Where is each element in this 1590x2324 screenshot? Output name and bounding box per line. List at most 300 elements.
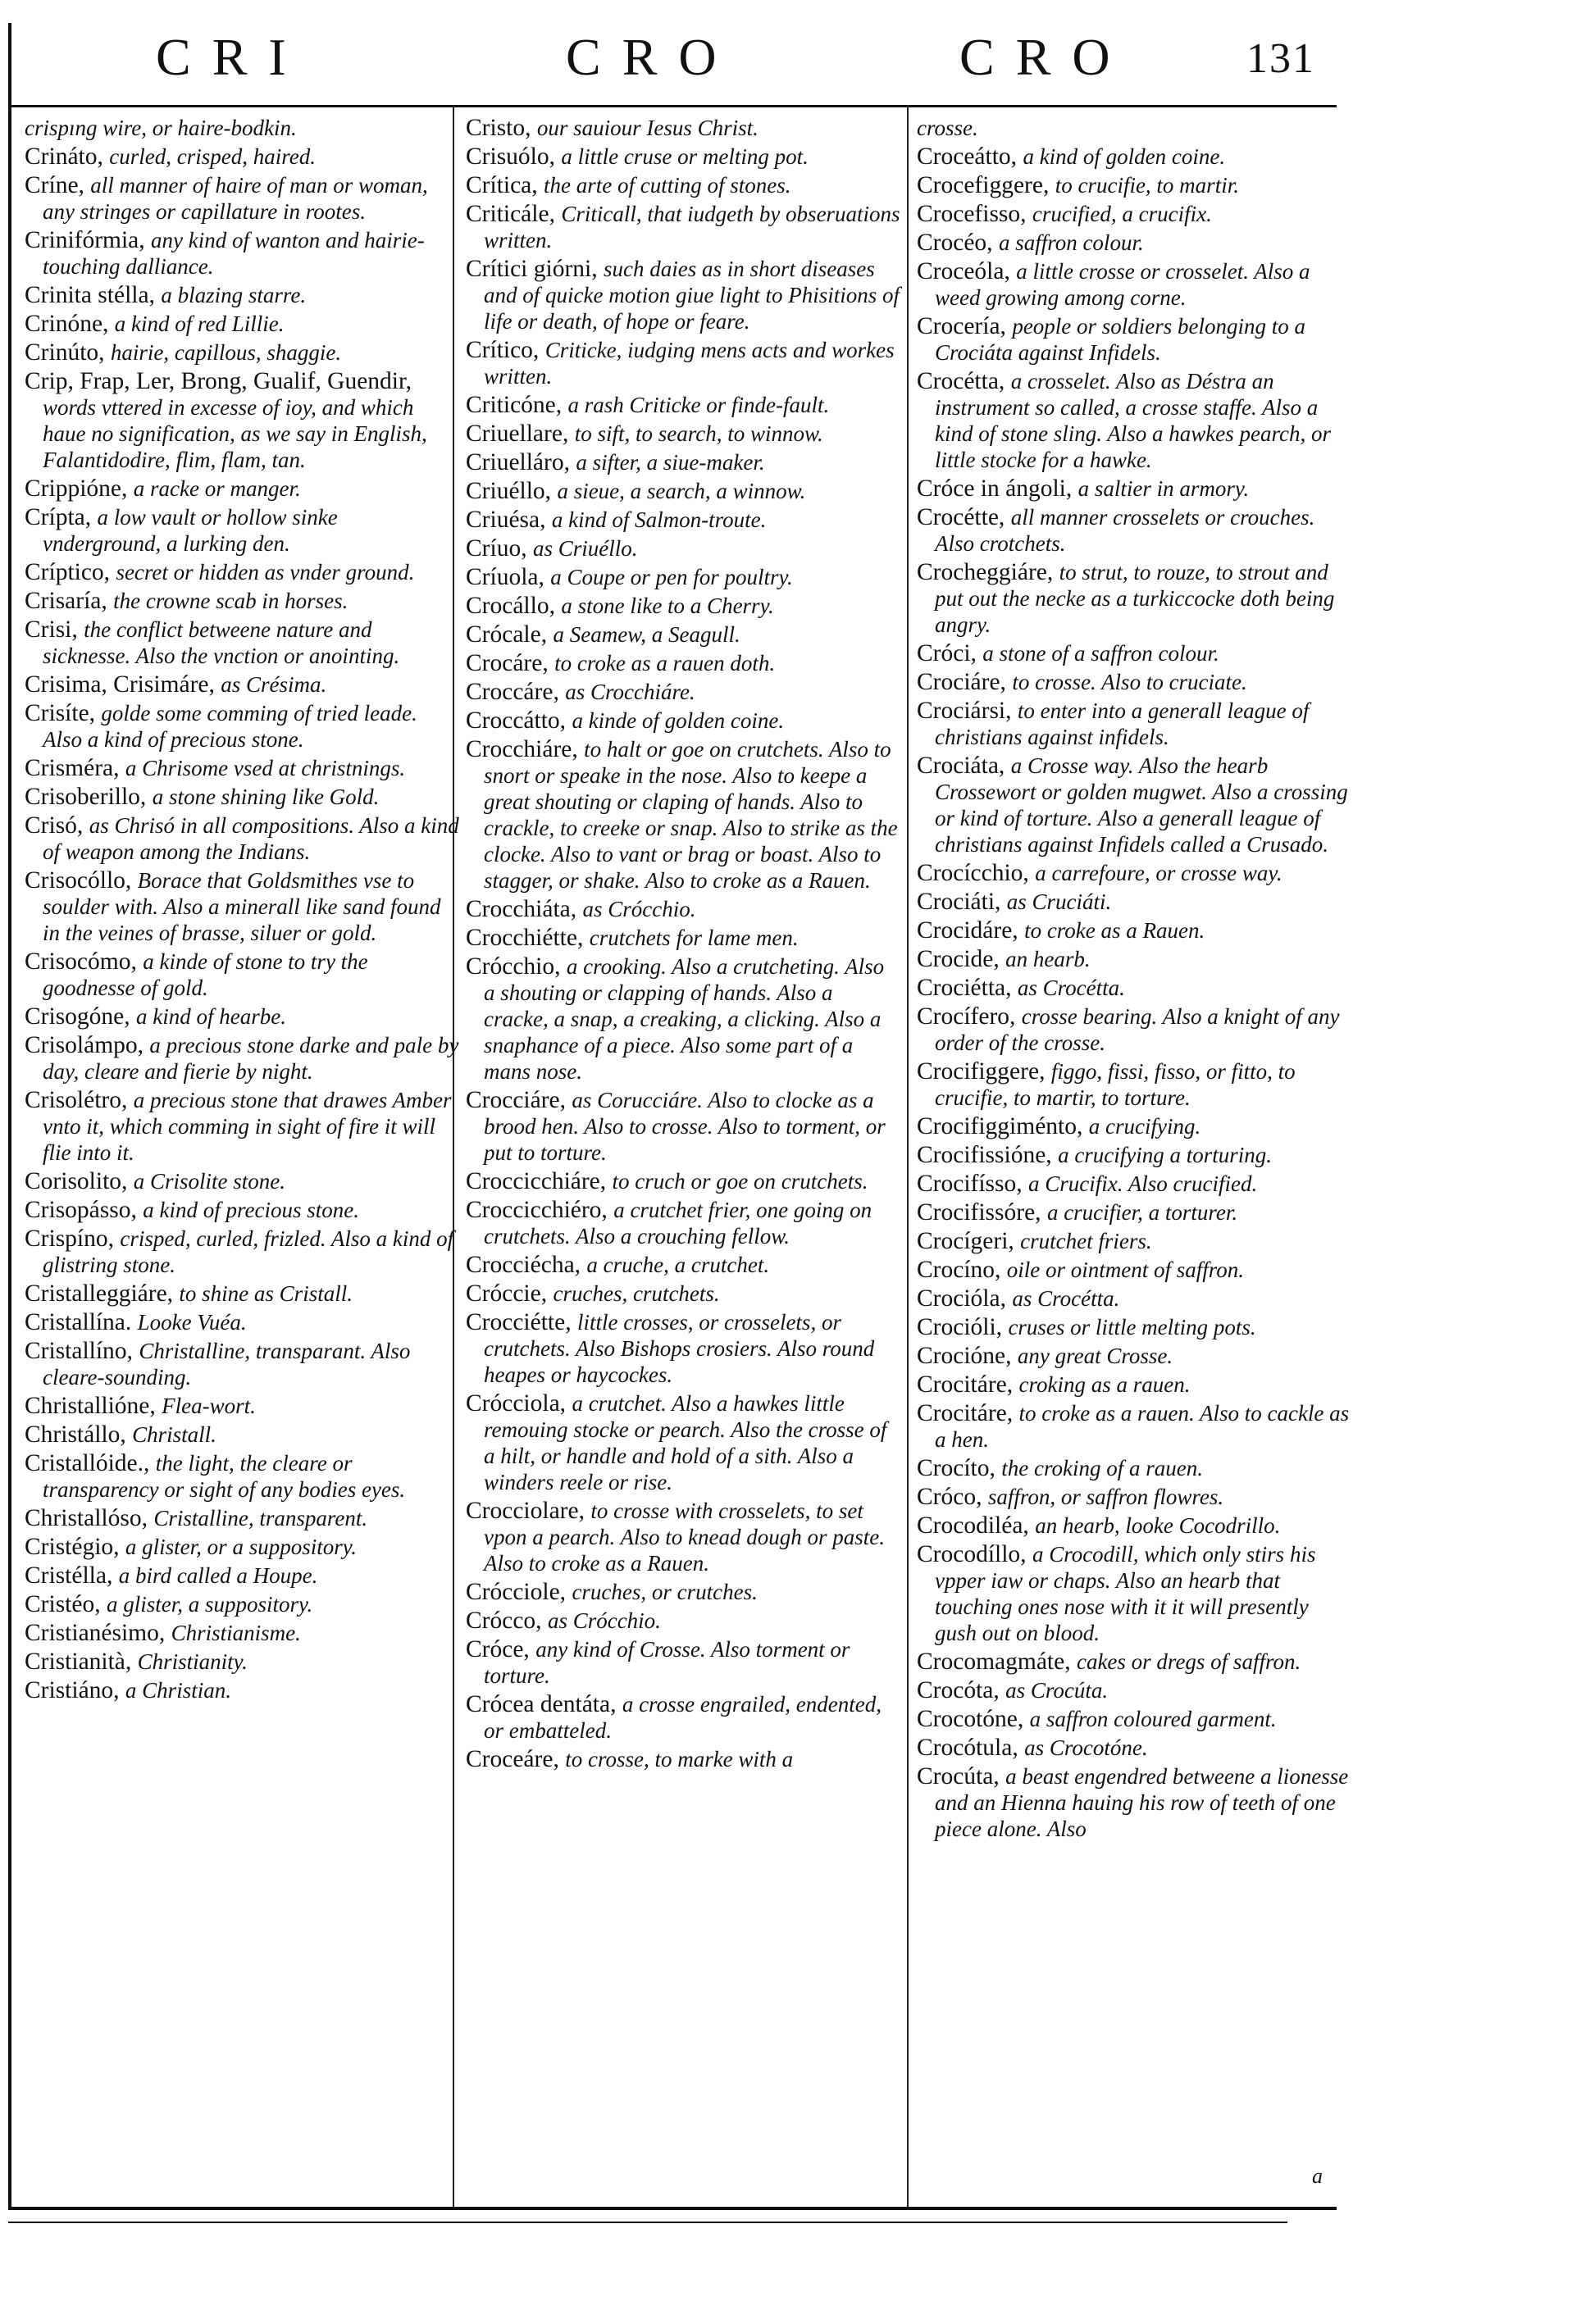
entry-headword: Crocitáre, bbox=[917, 1371, 1014, 1398]
entry-headword: Christállo, bbox=[25, 1421, 126, 1448]
dictionary-entry bbox=[917, 975, 1351, 1001]
entry-headword: Crisó, bbox=[25, 812, 84, 839]
entry-definition: a low vault or hollow sinke vnderground, a lurking den. bbox=[43, 505, 338, 556]
dictionary-entry bbox=[466, 707, 900, 734]
dictionary-entry bbox=[466, 1197, 900, 1249]
entry-definition: to shine as Cristall. bbox=[179, 1281, 353, 1306]
dictionary-entry bbox=[466, 1579, 900, 1605]
entry-headword: Crippióne, bbox=[25, 475, 128, 502]
dictionary-entry bbox=[917, 1113, 1351, 1139]
dictionary-entry bbox=[25, 1505, 459, 1531]
left-border-rule bbox=[8, 23, 11, 2210]
dictionary-entry bbox=[917, 475, 1351, 502]
entry-headword: Crisocómo, bbox=[25, 948, 137, 975]
dictionary-entry bbox=[25, 1393, 459, 1419]
dictionary-entry bbox=[25, 339, 459, 366]
entry-definition: crutchet friers. bbox=[1020, 1229, 1152, 1253]
entry-definition: to croke as a rauen doth. bbox=[554, 651, 776, 675]
dictionary-entry bbox=[466, 337, 900, 389]
dictionary-entry bbox=[917, 1649, 1351, 1675]
entry-definition: as Corucciáre. Also to clocke as a brood hen. Also to crosse. Also to torment, or put to torture. bbox=[484, 1088, 886, 1165]
dictionary-entry bbox=[25, 559, 459, 585]
entry-headword: Crocícchio, bbox=[917, 860, 1029, 886]
entry-headword: Crocótula, bbox=[917, 1735, 1018, 1761]
entry-definition: golde some comming of tried leade. Also a kind of precious stone. bbox=[43, 701, 417, 752]
entry-headword: Críuola, bbox=[466, 564, 544, 590]
entry-headword: Crocidáre, bbox=[917, 917, 1018, 944]
entry-headword: Crocefisso, bbox=[917, 201, 1027, 227]
entry-definition: a crucifying a torturing. bbox=[1058, 1143, 1273, 1167]
entry-headword: Crocchiétte, bbox=[466, 925, 584, 951]
entry-headword: Crocería, bbox=[917, 313, 1006, 339]
dictionary-entry bbox=[466, 593, 900, 619]
entry-headword: Crisuólo, bbox=[466, 143, 555, 170]
entry-definition: a bird called a Houpe. bbox=[118, 1563, 318, 1588]
dictionary-entry bbox=[917, 230, 1351, 256]
entry-headword: Crinúto, bbox=[25, 339, 105, 366]
entry-headword: Criuelláro, bbox=[466, 449, 570, 475]
dictionary-entry bbox=[466, 679, 900, 705]
entry-definition: Cristalline, transparent. bbox=[153, 1506, 368, 1530]
entry-definition: our sauiour Iesus Christ. bbox=[536, 116, 759, 140]
dictionary-entry bbox=[25, 700, 459, 753]
entry-definition: as Crócchio. bbox=[582, 897, 696, 921]
entry-headword: Crocciáre, bbox=[466, 1087, 567, 1113]
dictionary-entry bbox=[466, 201, 900, 253]
entry-headword: Crociársi, bbox=[917, 698, 1012, 724]
entry-definition: Christalline, transparant. Also cleare-sounding. bbox=[43, 1339, 411, 1389]
entry-definition: cruches, or crutches. bbox=[572, 1580, 758, 1604]
entry-definition: a beast engendred betweene a lionesse and an Hienna hauing his row of teeth of one piece alone. Also bbox=[935, 1764, 1349, 1841]
column-1 bbox=[25, 115, 459, 1706]
dictionary-entry bbox=[25, 588, 459, 614]
entry-headword: Criuésa, bbox=[466, 507, 546, 533]
dictionary-entry bbox=[25, 1534, 459, 1560]
entry-definition: a crosse engrailed, endented, or embatteled. bbox=[484, 1692, 882, 1743]
entry-headword: Cristallíno, bbox=[25, 1338, 133, 1364]
entry-definition: a racke or manger. bbox=[133, 476, 301, 501]
entry-definition: as Crocotóne. bbox=[1024, 1735, 1148, 1760]
entry-headword: Críuo, bbox=[466, 535, 527, 562]
dictionary-entry bbox=[25, 1197, 459, 1223]
entry-definition: to crosse. Also to cruciate. bbox=[1012, 670, 1247, 694]
dictionary-entry bbox=[25, 671, 459, 698]
entry-headword: Crócale, bbox=[466, 621, 548, 648]
dictionary-entry bbox=[25, 1003, 459, 1030]
entry-definition: a precious stone that drawes Amber vnto it, which comming in sight of fire it will flie into it. bbox=[43, 1088, 452, 1165]
dictionary-entry bbox=[917, 860, 1351, 886]
dictionary-entry bbox=[25, 948, 459, 1001]
entry-definition: cakes or dregs of saffron. bbox=[1076, 1649, 1301, 1674]
entry-definition: crucified, a crucifix. bbox=[1032, 202, 1212, 226]
entry-definition: a glister, a suppository. bbox=[106, 1592, 313, 1617]
entry-headword: Crocitáre, bbox=[917, 1400, 1014, 1426]
footer-rule-thick bbox=[8, 2207, 1337, 2210]
entry-definition: any great Crosse. bbox=[1017, 1344, 1173, 1368]
dictionary-entry bbox=[25, 227, 459, 280]
entry-definition: an hearb, looke Cocodrillo. bbox=[1035, 1513, 1281, 1538]
entry-definition: Flea-wort. bbox=[162, 1394, 256, 1418]
entry-headword: Cristélla, bbox=[25, 1562, 113, 1589]
entry-definition: as Crésima. bbox=[221, 672, 327, 697]
entry-headword: Crócciole, bbox=[466, 1579, 567, 1605]
dictionary-entry bbox=[466, 650, 900, 676]
entry-headword: Cristalleggiáre, bbox=[25, 1280, 174, 1307]
entry-definition: crispıng wire, or haire-bodkin. bbox=[25, 116, 297, 140]
entry-definition: a crosselet. Also as Déstra an instrument so called, a crosse staffe. Also a kind of stone sling. Also a hawkes pearch, or little stocke for a hawke. bbox=[935, 369, 1331, 472]
entry-headword: Christallóso, bbox=[25, 1505, 148, 1531]
entry-definition: a kind of precious stone. bbox=[143, 1198, 359, 1222]
entry-definition: little crosses, or crosselets, or crutchets. Also Bishops crosiers. Also round heapes or haycockes. bbox=[484, 1310, 875, 1387]
entry-headword: Crip, Frap, Ler, Brong, Gualif, Guendir, bbox=[25, 368, 412, 394]
entry-headword: Crocodíllo, bbox=[917, 1541, 1027, 1567]
entry-definition: a kind of Salmon-troute. bbox=[551, 507, 767, 532]
entry-definition: a blazing starre. bbox=[161, 283, 307, 307]
dictionary-entry bbox=[466, 925, 900, 951]
entry-definition: a sifter, a siue-maker. bbox=[576, 450, 765, 475]
dictionary-entry bbox=[917, 1677, 1351, 1703]
entry-headword: Corisolito, bbox=[25, 1168, 128, 1194]
dictionary-entry bbox=[466, 953, 900, 1085]
dictionary-entry bbox=[466, 1252, 900, 1278]
entry-headword: Crocióli, bbox=[917, 1314, 1003, 1340]
entry-definition: to crucifie, to martir. bbox=[1055, 173, 1239, 198]
entry-definition: the crowne scab in horses. bbox=[113, 589, 349, 613]
entry-headword: Crisima, Crisimáre, bbox=[25, 671, 215, 698]
dictionary-entry bbox=[466, 1746, 900, 1772]
entry-definition: such daies as in short diseases and of quicke motion giue light to Phisitions of life or death, of hope or feare. bbox=[484, 257, 900, 334]
entry-headword: Crocióla, bbox=[917, 1285, 1006, 1312]
dictionary-entry bbox=[25, 282, 459, 308]
entry-headword: Crócciola, bbox=[466, 1390, 567, 1417]
entry-headword: Croccicchiáre, bbox=[466, 1168, 607, 1194]
entry-definition: as Crócchio. bbox=[547, 1608, 661, 1633]
dictionary-entry bbox=[917, 1512, 1351, 1539]
entry-headword: Croccáre, bbox=[466, 679, 559, 705]
entry-definition: as Crocchiáre. bbox=[565, 680, 695, 704]
entry-headword: Cróccie, bbox=[466, 1280, 548, 1307]
dictionary-entry bbox=[917, 1343, 1351, 1369]
dictionary-entry bbox=[25, 616, 459, 669]
entry-definition: to crosse with crosselets, to set vpon a pearch. Also to knead dough or paste. Also to croke as a Rauen. bbox=[484, 1499, 885, 1576]
dictionary-entry bbox=[466, 507, 900, 533]
entry-headword: Crocciétte, bbox=[466, 1309, 572, 1335]
entry-headword: Cristallóide., bbox=[25, 1450, 150, 1476]
entry-definition: a little crosse or crosselet. Also a weed growing among corne. bbox=[935, 259, 1310, 310]
entry-definition: a saffron colour. bbox=[998, 230, 1144, 255]
column-3 bbox=[917, 115, 1351, 1844]
entry-headword: Crocétta, bbox=[917, 368, 1005, 394]
entry-headword: Criuellare, bbox=[466, 421, 569, 447]
entry-headword: Criuéllo, bbox=[466, 478, 552, 504]
header-right-guideword: CRO bbox=[959, 28, 1132, 86]
entry-headword: Crocotóne, bbox=[917, 1706, 1024, 1732]
entry-headword: Crocíno, bbox=[917, 1257, 1001, 1283]
entry-definition: a Coupe or pen for poultry. bbox=[550, 565, 793, 589]
dictionary-entry bbox=[466, 1280, 900, 1307]
dictionary-entry bbox=[917, 1735, 1351, 1761]
entry-definition: cruches, crutchets. bbox=[553, 1281, 720, 1306]
dictionary-entry bbox=[25, 1168, 459, 1194]
entry-definition: as Crocétta. bbox=[1017, 976, 1125, 1000]
dictionary-entry bbox=[466, 535, 900, 562]
entry-definition: Criticke, iudging mens acts and workes written. bbox=[484, 338, 895, 389]
entry-headword: Crócco, bbox=[466, 1608, 542, 1634]
entry-headword: Crisopásso, bbox=[25, 1197, 137, 1223]
entry-definition: a precious stone darke and pale by day, cleare and fierie by night. bbox=[43, 1033, 459, 1084]
entry-definition: as Crocúta. bbox=[1005, 1678, 1109, 1703]
dictionary-entry bbox=[917, 1455, 1351, 1481]
dictionary-entry bbox=[25, 1421, 459, 1448]
entry-definition: a Crucifix. Also crucified. bbox=[1028, 1171, 1258, 1196]
entry-headword: Crocáre, bbox=[466, 650, 549, 676]
entry-definition: the croking of a rauen. bbox=[1001, 1456, 1203, 1480]
entry-headword: Crinóne, bbox=[25, 311, 109, 337]
dictionary-entry bbox=[25, 1032, 459, 1085]
entry-headword: Crisogóne, bbox=[25, 1003, 130, 1030]
entry-definition: a Christian. bbox=[125, 1678, 231, 1703]
entry-definition: an hearb. bbox=[1005, 947, 1091, 971]
entry-definition: a Crosse way. Also the hearb Crossewort or golden mugwet. Also a crossing or kind of torture. Also a generall league of christians against Infidels called a Crusado. bbox=[935, 753, 1348, 857]
entry-headword: Cristo, bbox=[466, 115, 531, 141]
entry-headword: Cristianésimo, bbox=[25, 1620, 166, 1646]
dictionary-entry bbox=[25, 115, 459, 141]
dictionary-entry bbox=[25, 812, 459, 865]
entry-headword: Crocomagmáte, bbox=[917, 1649, 1071, 1675]
entry-headword: Crociáre, bbox=[917, 669, 1006, 695]
entry-definition: a cruche, a crutchet. bbox=[586, 1253, 770, 1277]
dictionary-entry bbox=[917, 1003, 1351, 1056]
entry-definition: a kinde of golden coine. bbox=[572, 708, 785, 733]
dictionary-entry bbox=[466, 564, 900, 590]
dictionary-entry bbox=[25, 368, 459, 473]
entry-headword: Crinifórmia, bbox=[25, 227, 145, 253]
entry-headword: Criticóne, bbox=[466, 392, 563, 418]
entry-headword: Crociétta, bbox=[917, 975, 1012, 1001]
dictionary-entry bbox=[917, 1706, 1351, 1732]
dictionary-entry bbox=[917, 1371, 1351, 1398]
entry-definition: cruses or little melting pots. bbox=[1008, 1315, 1256, 1339]
dictionary-entry bbox=[25, 1280, 459, 1307]
entry-headword: Crisolétro, bbox=[25, 1087, 128, 1113]
entry-definition: crisped, curled, frizled. Also a kind of glistring stone. bbox=[43, 1226, 454, 1277]
entry-definition: a kind of golden coine. bbox=[1023, 144, 1226, 169]
entry-definition: Christall. bbox=[132, 1422, 216, 1447]
entry-headword: Crócchio, bbox=[466, 953, 561, 980]
entry-definition: as Chrisó in all compositions. Also a kind of weapon among the Indians. bbox=[43, 813, 459, 864]
entry-headword: Crisocóllo, bbox=[25, 867, 132, 894]
entry-definition: a Chrisome vsed at christnings. bbox=[125, 756, 406, 780]
dictionary-entry bbox=[466, 115, 900, 141]
entry-definition: to halt or goe on crutchets. Also to snort or speake in the nose. Also to keepe a great shouting or claping of hands. Also to crackle, to creeke or snap. Also to strike as the clocke. Also to vant or brag or boast. Also to stagger, or shake. Also to croke as a Rauen. bbox=[484, 737, 898, 893]
dictionary-entry bbox=[917, 559, 1351, 638]
entry-headword: Crítici giórni, bbox=[466, 256, 598, 282]
dictionary-entry bbox=[25, 504, 459, 557]
entry-definition: a stone shining like Gold. bbox=[152, 785, 380, 809]
entry-headword: Croccicchiéro, bbox=[466, 1197, 608, 1223]
dictionary-entry bbox=[25, 755, 459, 781]
dictionary-entry bbox=[25, 1620, 459, 1646]
entry-headword: Crócea dentáta, bbox=[466, 1691, 617, 1717]
entry-definition: a kind of hearbe. bbox=[136, 1004, 286, 1029]
entry-headword: Crítica, bbox=[466, 172, 538, 198]
entry-headword: Cristiáno, bbox=[25, 1677, 120, 1703]
dictionary-entry bbox=[917, 669, 1351, 695]
entry-headword: Crocállo, bbox=[466, 593, 555, 619]
dictionary-entry bbox=[917, 368, 1351, 473]
entry-headword: Crocheggiáre, bbox=[917, 559, 1054, 585]
entry-definition: to strut, to rouze, to strout and put out the necke as a turkiccocke doth being angry. bbox=[935, 560, 1335, 637]
dictionary-entry bbox=[466, 621, 900, 648]
entry-headword: Crociáta, bbox=[917, 753, 1005, 779]
entry-definition: a Crisolite stone. bbox=[133, 1169, 286, 1194]
entry-headword: Crocifiggere, bbox=[917, 1058, 1046, 1085]
entry-headword: Croceóla, bbox=[917, 258, 1010, 284]
dictionary-entry bbox=[917, 201, 1351, 227]
entry-definition: a carrefoure, or crosse way. bbox=[1035, 861, 1282, 885]
entry-headword: Crocciolare, bbox=[466, 1498, 585, 1524]
dictionary-entry bbox=[25, 867, 459, 946]
entry-headword: Cróci, bbox=[917, 640, 977, 666]
entry-headword: Cróce, bbox=[466, 1636, 530, 1662]
entry-definition: to cruch or goe on crutchets. bbox=[612, 1169, 868, 1194]
entry-definition: any kind of wanton and hairie-touching dalliance. bbox=[43, 228, 425, 279]
entry-headword: Crociáti, bbox=[917, 889, 1001, 915]
entry-headword: Crocifiggiménto, bbox=[917, 1113, 1083, 1139]
header-rule bbox=[8, 105, 1337, 107]
dictionary-entry bbox=[25, 172, 459, 225]
dictionary-entry bbox=[917, 172, 1351, 198]
entry-definition: Borace that Goldsmithes vse to soulder with. Also a minerall like sand found in the veines of brasse, siluer or gold. bbox=[43, 868, 441, 945]
entry-headword: Crocúta, bbox=[917, 1763, 1000, 1790]
entry-headword: Críne, bbox=[25, 172, 84, 198]
dictionary-entry bbox=[917, 1171, 1351, 1197]
dictionary-entry bbox=[466, 1390, 900, 1495]
page-number: 131 bbox=[1246, 35, 1315, 82]
entry-headword: Cristéo, bbox=[25, 1591, 101, 1617]
entry-definition: a crutchet frier, one going on crutchets. Also a crouching fellow. bbox=[484, 1198, 872, 1248]
dictionary-entry bbox=[917, 1484, 1351, 1510]
dictionary-entry bbox=[466, 478, 900, 504]
dictionary-entry bbox=[917, 1228, 1351, 1254]
dictionary-entry bbox=[25, 475, 459, 502]
entry-definition: secret or hidden as vnder ground. bbox=[116, 560, 415, 584]
dictionary-entry bbox=[466, 421, 900, 447]
dictionary-entry bbox=[25, 1450, 459, 1503]
entry-headword: Crinita stélla, bbox=[25, 282, 155, 308]
column-separator-2 bbox=[907, 105, 909, 2208]
entry-definition: a saltier in armory. bbox=[1077, 476, 1250, 501]
dictionary-entry bbox=[25, 1226, 459, 1278]
dictionary-entry bbox=[466, 1309, 900, 1388]
entry-definition: crosse. bbox=[917, 116, 978, 140]
entry-headword: Cristégio, bbox=[25, 1534, 120, 1560]
entry-headword: Crípta, bbox=[25, 504, 92, 530]
entry-headword: Crocétte, bbox=[917, 504, 1005, 530]
dictionary-entry bbox=[25, 1591, 459, 1617]
entry-definition: oile or ointment of saffron. bbox=[1006, 1258, 1245, 1282]
entry-headword: Crocciécha, bbox=[466, 1252, 581, 1278]
entry-definition: hairie, capillous, shaggie. bbox=[110, 340, 342, 365]
dictionary-entry bbox=[917, 1142, 1351, 1168]
entry-headword: Crocefiggere, bbox=[917, 172, 1050, 198]
dictionary-entry bbox=[466, 449, 900, 475]
dictionary-entry bbox=[917, 917, 1351, 944]
entry-definition: a sieue, a search, a winnow. bbox=[557, 479, 806, 503]
dictionary-entry bbox=[917, 1541, 1351, 1646]
dictionary-entry bbox=[25, 1309, 459, 1335]
entry-headword: Crisíte, bbox=[25, 700, 96, 726]
entry-headword: Crináto, bbox=[25, 143, 103, 170]
entry-headword: Crocifissióne, bbox=[917, 1142, 1052, 1168]
entry-definition: a kinde of stone to try the goodnesse of gold. bbox=[43, 949, 368, 1000]
entry-headword: Criticále, bbox=[466, 201, 555, 227]
entry-definition: as Crocétta. bbox=[1012, 1286, 1120, 1311]
entry-definition: all manner of haire of man or woman, any stringes or capillature in rootes. bbox=[43, 173, 428, 224]
dictionary-entry bbox=[917, 504, 1351, 557]
entry-headword: Croccátto, bbox=[466, 707, 567, 734]
entry-headword: Crisaría, bbox=[25, 588, 107, 614]
dictionary-entry bbox=[917, 143, 1351, 170]
dictionary-entry bbox=[917, 313, 1351, 366]
dictionary-entry bbox=[466, 143, 900, 170]
entry-headword: Crocéo, bbox=[917, 230, 993, 256]
dictionary-entry bbox=[25, 143, 459, 170]
entry-headword: Crisoberillo, bbox=[25, 784, 147, 810]
entry-definition: words vttered in excesse of ioy, and which haue no signification, as we say in English, Falantidodire, flim, flam, tan. bbox=[43, 395, 427, 472]
entry-definition: Christianisme. bbox=[171, 1621, 301, 1645]
entry-definition: a glister, or a suppository. bbox=[125, 1535, 357, 1559]
dictionary-entry bbox=[917, 1199, 1351, 1226]
dictionary-entry bbox=[25, 1562, 459, 1589]
entry-definition: Christianity. bbox=[137, 1649, 248, 1674]
entry-definition: a crucifier, a torturer. bbox=[1046, 1200, 1238, 1225]
dictionary-entry bbox=[917, 1257, 1351, 1283]
entry-definition: to croke as a rauen. Also to cackle as a hen. bbox=[935, 1401, 1350, 1452]
dictionary-entry bbox=[917, 1314, 1351, 1340]
entry-definition: a little cruse or melting pot. bbox=[561, 144, 809, 169]
dictionary-entry bbox=[466, 1168, 900, 1194]
entry-headword: Crocóta, bbox=[917, 1677, 1000, 1703]
dictionary-entry bbox=[917, 1058, 1351, 1111]
entry-definition: all manner crosselets or crouches. Also crotchets. bbox=[935, 505, 1315, 556]
dictionary-entry bbox=[917, 1400, 1351, 1453]
entry-definition: a crooking. Also a crutcheting. Also a shouting or clapping of hands. Also a cracke, a snap, a creaking, a clicking. Also a snaphance of a piece. Also some part of a mans nose. bbox=[484, 954, 885, 1084]
entry-definition: to sift, to search, to winnow. bbox=[574, 421, 823, 446]
entry-definition: to croke as a Rauen. bbox=[1024, 918, 1205, 943]
dictionary-entry bbox=[466, 1608, 900, 1634]
dictionary-entry bbox=[466, 1087, 900, 1166]
dictionary-entry bbox=[25, 784, 459, 810]
entry-headword: Crocífero, bbox=[917, 1003, 1016, 1030]
entry-headword: Crisolámpo, bbox=[25, 1032, 144, 1058]
catchword: a bbox=[1312, 2164, 1323, 2188]
footer-rule-thin bbox=[8, 2222, 1287, 2223]
entry-definition: a kind of red Lillie. bbox=[114, 312, 285, 336]
entry-headword: Crocióne, bbox=[917, 1343, 1012, 1369]
entry-definition: a crutchet. Also a hawkes little remouing stocke or pearch. Also the crosse of a hilt, or handle and hold of a sith. Also a winders reele or rise. bbox=[484, 1391, 887, 1494]
dictionary-entry bbox=[25, 1087, 459, 1166]
entry-headword: Cristianità, bbox=[25, 1649, 132, 1675]
entry-headword: Croceáre, bbox=[466, 1746, 559, 1772]
entry-definition: crosse bearing. Also a knight of any order of the crosse. bbox=[935, 1004, 1340, 1055]
entry-definition: people or soldiers belonging to a Crociáta against Infidels. bbox=[935, 314, 1306, 365]
entry-definition: a stone like to a Cherry. bbox=[561, 594, 774, 618]
entry-definition: Criticall, that iudgeth by obseruations written. bbox=[484, 202, 900, 252]
entry-headword: Cróce in ángoli, bbox=[917, 475, 1073, 502]
entry-headword: Crocodiléa, bbox=[917, 1512, 1029, 1539]
entry-definition: any kind of Crosse. Also torment or torture. bbox=[484, 1637, 850, 1688]
